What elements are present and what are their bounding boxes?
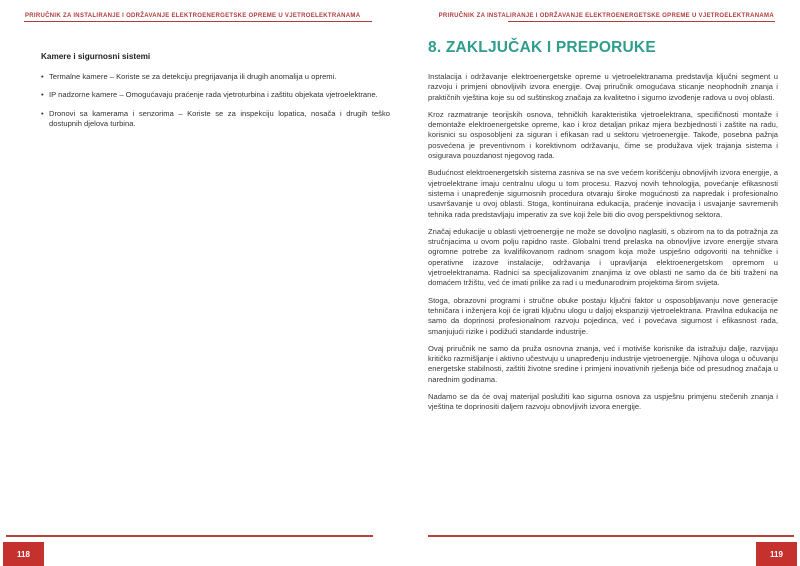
running-header-right [438,11,775,22]
running-header-left [24,11,372,22]
section-heading: Kamere i sigurnosni sistemi [41,52,151,61]
page-number-text: 118 [17,549,30,559]
paragraph: Budućnost elektroenergetskih sistema zasniva se na sve većem korišćenju obnovljivih izvora energije, a vjetroelektrane imaju centralnu ulogu u tom procesu. Razvoj novih tehnologija, povećanje efikasnosti sistema i unapređenje sigurnosnih procedura otvaraju široke mogućnosti za napredak i profesionalno usavršavanje u ovoj oblasti. Stoga, kontinuirana edukacija, praćenje inovacija i usvajanje savremenih tehnika rada predstavljaju imperativ za sve koji žele biti dio ovog perspektivnog sektora. [428,168,778,219]
bullet-list [41,72,390,129]
chapter-title: 8. ZAKLJUČAK I PREPORUKE [428,39,656,56]
running-header-text: PRIRUČNIK ZA INSTALIRANJE I ODRŽAVANJE ELEKTROENERGETSKE OPREME U VJETROELEKTRANAMA [438,13,774,19]
paragraph: Ovaj priručnik ne samo da pruža osnovna znanja, već i motiviše korisnike da istražuju dalje, razvijaju kritičko razmišljanje i aktivno učestvuju u unapređenju industrije vjetroenergije. Njihova uloga u očuvanju energetske stabilnosti, zaštiti životne sredine i primjeni inovativnih rješenja biće od presudnog značaja u narednim godinama. [428,343,778,384]
bullet-text: IP nadzorne kamere – Omogućavaju praćenje rada vjetroturbina i zaštitu objekata vjetroelektrane. [49,90,378,100]
right-page-body [428,72,778,420]
paragraph: Značaj edukacije u oblasti vjetroenergije ne može se dovoljno naglasiti, s obzirom na to da potražnja za stručnjacima u ovom polju rapidno raste. Globalni trend prelaska na obnovljive izvore energije stvara ogromne potrebe za kvalifikovanom radnom snagom koja može uspješno odgovoriti na tehničke i operativne izazove instalacije, održavanja i upravljanja elektroenergetskom opremom u vjetroelektranama. Radnici sa specijalizovanim znanjima iz ove oblasti ne samo da će biti traženi na domaćem tržištu, već će imati prilike za rad i u međunarodnim projektima širom svijeta. [428,226,778,288]
footer-rule-left [6,535,373,537]
bullet-text: Dronovi sa kamerama i senzorima – Koriste se za inspekciju lopatica, nosača i drugih teško dostupnih djelova turbina. [49,108,390,128]
running-header-text: PRIRUČNIK ZA INSTALIRANJE I ODRŽAVANJE ELEKTROENERGETSKE OPREME U VJETROELEKTRANAMA [25,13,361,19]
left-page-body [41,52,390,137]
footer-rule-right [428,535,794,537]
page-number-right [756,542,797,566]
page-number-text: 119 [770,549,783,559]
bullet-icon: • [41,72,44,81]
paragraph: Stoga, obrazovni programi i stručne obuke postaju ključni faktor u osposobljavanju nove generacije tehničara i inženjera koji će igrati ključnu ulogu u daljoj ekspanziji vjetroelektrana. Pravilna edukacija ne samo da doprinosi profesionalnom razvoju pojedinca, već i povećava sigurnost i efikasnost rada, smanjujući rizike i podižući standarde industrije. [428,295,778,336]
bullet-text: Termalne kamere – Koriste se za detekciju pregrijavanja ili drugih anomalija u opremi. [49,72,337,81]
list-item [41,72,390,82]
list-item [41,90,390,100]
bullet-icon: • [41,108,44,118]
paragraph: Kroz razmatranje teorijskih osnova, tehničkih karakteristika vjetroelektrana, specifičnosti montaže i demontaže elektroenergetske opreme, kao i kroz detaljan prikaz mjera bezbjednosti i zaštite na radu, korisnici su osposobljeni za siguran i efikasan rad u sektoru vjetroenergije. Takođe, posebna pažnja posvećena je preventivnom i korektivnom održavanju, čime se produžava vijek trajanja sistema i osigurava pouzdanost njegovog rada. [428,109,778,161]
page-number-left [3,542,44,566]
bullet-icon: • [41,90,44,100]
paragraph: Instalacija i održavanje elektroenergetske opreme u vjetroelektranama predstavlja ključni segment u razvoju i primjeni obnovljivih izvora energije. Ovaj priručnik omogućava sticanje neophodnih znanja i praktičnih vještina koje su od suštinskog značaja za kvalitetno i sigurno izvođenje radova u ovoj oblasti. [428,72,778,102]
paragraph: Nadamo se da će ovaj materijal poslužiti kao sigurna osnova za uspješnu primjenu stečenih znanja i vještina te doprinositi daljem razvoju obnovljivih izvora energije. [428,392,778,412]
list-item [41,109,390,130]
